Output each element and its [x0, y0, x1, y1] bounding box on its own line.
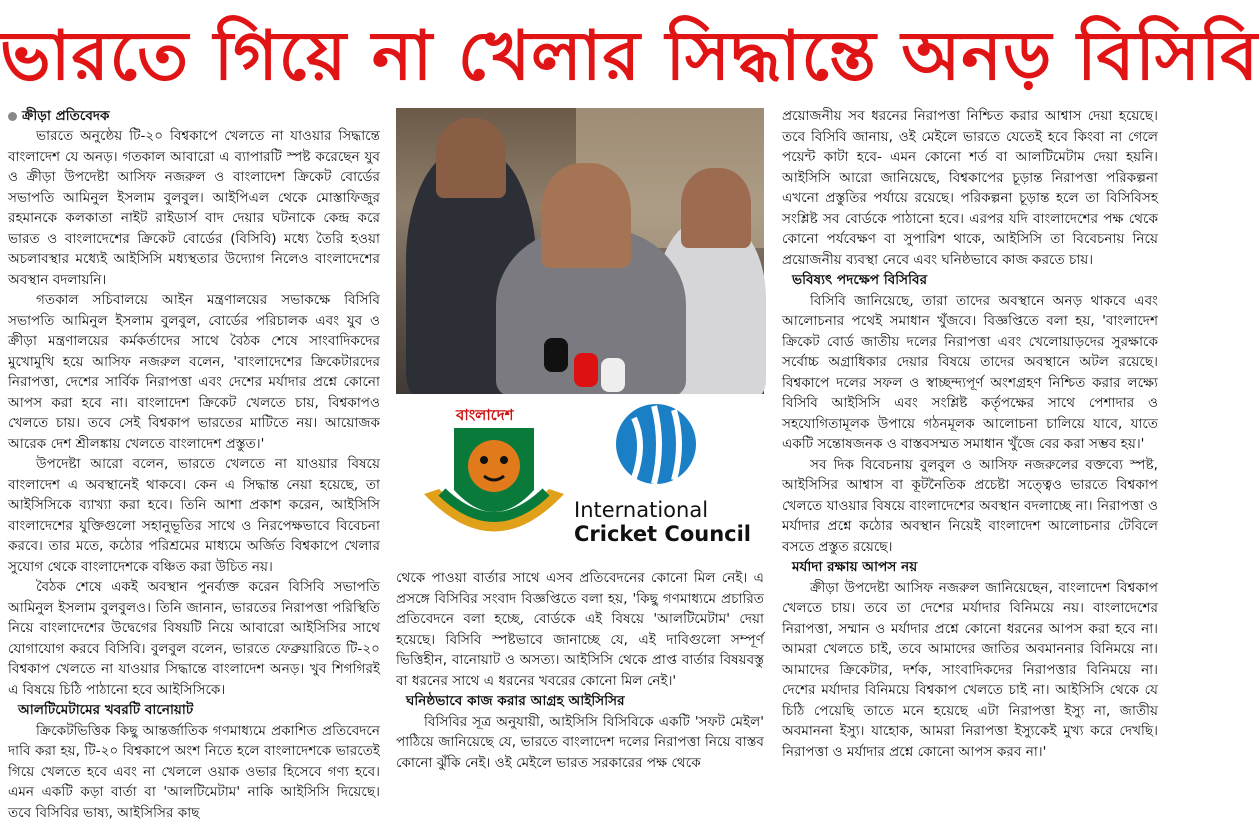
- bullet-icon: [8, 112, 17, 121]
- bcb-logo-text: বাংলাদেশ: [456, 404, 513, 429]
- article-column-1: [8, 106, 380, 764]
- microphone-icon: [544, 338, 568, 372]
- paragraph: ভারতে অনুষ্ঠেয় টি-২০ বিশ্বকাপে খেলতে না যাওয়ার সিদ্ধান্তে বাংলাদেশ যে অনড়। গতকাল আবারো এ ব্যাপারটি স্পষ্ট করেছেন যুব ও ক্রীড়া উপদেষ্টা আসিফ নজরুল ও বাংলাদেশ ক্রিকেট বোর্ডের সভাপতি আমিনুল ইসলাম বুলবুল। আইপিএল থেকে মোস্তাফিজুর রহমানকে কলকাতা নাইট রাইডার্স বাদ দেয়ার ঘটনাকে কেন্দ্র করে ভারত ও বাংলাদেশের ক্রিকেট বোর্ডের (বিসিবি) মধ্যে তৈরি হওয়া অচলাবস্থার মধ্যেই আইসিসি মধ্যস্থতার উদ্যোগ নিলেও বাংলাদেশের অবস্থান বদলায়নি।: [8, 126, 380, 290]
- paragraph: সব দিক বিবেচনায় বুলবুল ও আসিফ নজরুলের বক্তব্যে স্পষ্ট, আইসিসির আশ্বাস বা কূটনৈতিক প্রচেষ্টা সত্ত্বেও ভারতে বিশ্বকাপ খেলতে যাওয়ার বিষয়ে বাংলাদেশের অবস্থান বদলাচ্ছে না। নিরাপত্তা ও মর্যাদার প্রশ্নে কঠোর অবস্থান নিয়েই বাংলাদেশ আলোচনার টেবিলে বসতে প্রস্তুত রয়েছে।: [782, 455, 1158, 558]
- icc-line-1: International: [574, 498, 751, 522]
- headline: ভারতে গিয়ে না খেলার সিদ্ধান্তে অনড় বিসিবি: [0, 14, 1166, 100]
- logo-panel: [396, 394, 764, 556]
- byline: [8, 106, 380, 126]
- icc-line-2: Cricket Council: [574, 522, 751, 546]
- icc-logo-icon: [606, 398, 706, 498]
- subheading: মর্যাদা রক্ষায় আপস নয়: [782, 557, 1158, 578]
- press-conference-photo: [396, 108, 764, 394]
- microphone-icon: [601, 358, 625, 392]
- paragraph: থেকে পাওয়া বার্তার সাথে এসব প্রতিবেদনের কোনো মিল নেই। এ প্রসঙ্গে বিসিবির সংবাদ বিজ্ঞপ্তিতে বলা হয়, 'কিছু গণমাধ্যমে প্রচারিত প্রতিবেদনে বলা হচ্ছে, বোর্ডকে এই বিষয়ে 'আলটিমেটাম' দেয়া হয়েছে। বিসিবি স্পষ্টভাবে জানাচ্ছে যে, এই দাবিগুলো সম্পূর্ণ ভিত্তিহীন, বানোয়াট ও অসত্য। আইসিসি থেকে প্রাপ্ত বার্তার বিষয়বস্তু বা ধরনের সাথে এ ধরনের খবরের কোনো মিল নেই।': [396, 568, 764, 691]
- paragraph: ক্রীড়া উপদেষ্টা আসিফ নজরুল জানিয়েছেন, বাংলাদেশ বিশ্বকাপ খেলতে চায়। তবে তা দেশের মর্যাদার বিনিময়ে নয়। বাংলাদেশের নিরাপত্তা, সম্মান ও মর্যাদার প্রশ্নে কোনো ধরনের আপস করা হবে না। আমরা খেলতে চাই, তবে আমাদের জাতির অবমাননার বিনিময়ে না। আমাদের ক্রিকেটার, দর্শক, সাংবাদিকদের নিরাপত্তার বিনিময়ে না। দেশের মর্যাদার বিনিময়ে বিশ্বকাপ খেলতে চাই না। আইসিসি থেকে যে চিঠি পেয়েছি তাতে মনে হয়েছে এটা নিরাপত্তা ইস্যু না, জাতীয় অবমাননা ইস্যু। যাহোক, আমরা নিরাপত্তা ইস্যুকেই মুখ্য করে দেখছি। নিরাপত্তা ও মর্যাদার প্রশ্নে কোনো আপস করব না।': [782, 578, 1158, 763]
- paragraph: প্রয়োজনীয় সব ধরনের নিরাপত্তা নিশ্চিত করার আশ্বাস দেয়া হয়েছে। তবে বিসিবি জানায়, ওই মেইলে ভারতে যেতেই হবে কিংবা না গেলে পয়েন্ট কাটা হবে- এমন কোনো শর্ত বা আলটিমেটাম দেয়া হয়নি। আইসিসি আরো জানিয়েছে, বিশ্বকাপের চূড়ান্ত নিরাপত্তা পরিকল্পনা এখনো প্রস্তুতির পর্যায়ে রয়েছে। পরিকল্পনা চূড়ান্ত হলে তা বিসিবিসহ সংশ্লিষ্ট সব বোর্ডকে পাঠানো হবে। এরপর যদি বাংলাদেশের পক্ষ থেকে কোনো পর্যবেক্ষণ বা সুপারিশ থাকে, আইসিসি তা বিবেচনায় নিয়ে প্রয়োজনীয় ব্যবস্থা নেবে এবং ঘনিষ্ঠভাবে কাজ করতে চায়।: [782, 106, 1158, 270]
- paragraph: বিসিবির সূত্র অনুযায়ী, আইসিসি বিসিবিকে একটি 'সফট মেইল' পাঠিয়ে জানিয়েছে যে, ভারতে বাংলাদেশ দলের নিরাপত্তা নিয়ে বাস্তব কোনো ঝুঁকি নেই। ওই মেইলে ভারত সরকারের পক্ষ থেকে: [396, 712, 764, 774]
- paragraph: বৈঠক শেষে একই অবস্থান পুনর্ব্যক্ত করেন বিসিবি সভাপতি আমিনুল ইসলাম বুলবুলও। তিনি জানান, ভারতের নিরাপত্তা পরিস্থিতি নিয়ে বাংলাদেশের উদ্বেগের বিষয়টি নিয়ে আবারো আইসিসির সাথে যোগাযোগ করবে বিসিবি। বুলবুল বলেন, ভারতে ফেব্রুয়ারিতে টি-২০ বিশ্বকাপ খেলতে না যাওয়ার সিদ্ধান্তে বাংলাদেশ অনড়। খুব শিগগিরই এ বিষয়ে চিঠি পাঠানো হবে আইসিসিকে।: [8, 577, 380, 700]
- byline-text: ক্রীড়া প্রতিবেদক: [22, 106, 110, 127]
- subheading: ঘনিষ্ঠভাবে কাজ করার আগ্রহ আইসিসির: [396, 691, 764, 712]
- bcb-logo-icon: [414, 394, 574, 556]
- article-column-2: [396, 568, 764, 764]
- subheading: আলটিমেটামের খবরটি বানোয়াট: [8, 700, 380, 721]
- subheading: ভবিষ্যৎ পদক্ষেপ বিসিবির: [782, 270, 1158, 291]
- paragraph: উপদেষ্টা আরো বলেন, ভারতে খেলতে না যাওয়ার বিষয়ে বাংলাদেশ এ অবস্থানেই থাকবে। কেন এ সিদ্ধান্ত নেয়া হয়েছে, তা আইসিসিকে ব্যাখ্যা করা হবে। তিনি আশা প্রকাশ করেন, আইসিসি বাংলাদেশের যুক্তিগুলো সহানুভূতির সাথে ও নিরপেক্ষভাবে বিবেচনা করবে। তার মতে, কঠোর পরিশ্রমের মাধ্যমে অর্জিত বিশ্বকাপে খেলার সুযোগ থেকে বাংলাদেশকে বঞ্চিত করা উচিত নয়।: [8, 454, 380, 577]
- microphone-icon: [574, 353, 598, 387]
- icc-name: [574, 498, 751, 546]
- paragraph: ক্রিকেটভিত্তিক কিছু আন্তর্জাতিক গণমাধ্যমে প্রকাশিত প্রতিবেদনে দাবি করা হয়, টি-২০ বিশ্বকাপে অংশ নিতে হলে বাংলাদেশকে ভারতেই গিয়ে খেলতে হবে এবং না খেললে ওয়াক ওভার হিসেবে গণ্য হবে। এমন একটি কড়া বার্তা বা 'আলটিমেটাম' নাকি আইসিসি দিয়েছে। তবে বিসিবির ভাষ্য, আইসিসির কাছ: [8, 721, 380, 823]
- article-column-3: [782, 106, 1158, 764]
- paragraph: গতকাল সচিবালয়ে আইন মন্ত্রণালয়ের সভাকক্ষে বিসিবি সভাপতি আমিনুল ইসলাম বুলবুল, বোর্ডের পরিচালক এবং যুব ও ক্রীড়া মন্ত্রণালয়ের কর্মকর্তাদের সাথে বৈঠক শেষে সাংবাদিকদের মুখোমুখি হয়ে আসিফ নজরুল বলেন, 'বাংলাদেশের ক্রিকেটারদের নিরাপত্তা, দেশের সার্বিক নিরাপত্তা এবং দেশের মর্যাদার প্রশ্নে কোনো আপস করা হবে না। বাংলাদেশ ক্রিকেট খেলতে চায়, বিশ্বকাপও খেলতে চায়। তবে সেই বিশ্বকাপ ভারতের মাটিতে নয়। আয়োজক আরেক দেশ শ্রীলঙ্কায় খেলতে বাংলাদেশ প্রস্তুত।': [8, 290, 380, 454]
- paragraph: বিসিবি জানিয়েছে, তারা তাদের অবস্থানে অনড় থাকবে এবং আলোচনার পথেই সমাধান খুঁজবে। বিজ্ঞপ্তিতে বলা হয়, 'বাংলাদেশ ক্রিকেট বোর্ড জাতীয় দলের নিরাপত্তা এবং খেলোয়াড়দের সুরক্ষাকে সর্বোচ্চ অগ্রাধিকার দেয়ার বিষয়ে তাদের অবস্থানে অটল রয়েছে। বিশ্বকাপে দলের সফল ও স্বাচ্ছন্দ্যপূর্ণ অংশগ্রহণ নিশ্চিত করার লক্ষ্যে বিসিবি আইসিসি এবং সংশ্লিষ্ট কর্তৃপক্ষের সাথে পেশাদার ও সহযোগিতামূলক উপায়ে গঠনমূলক আলোচনা চালিয়ে যাবে, যাতে একটি সন্তোষজনক ও বাস্তবসম্মত সমাধান খুঁজে বের করা সম্ভব হয়।': [782, 291, 1158, 455]
